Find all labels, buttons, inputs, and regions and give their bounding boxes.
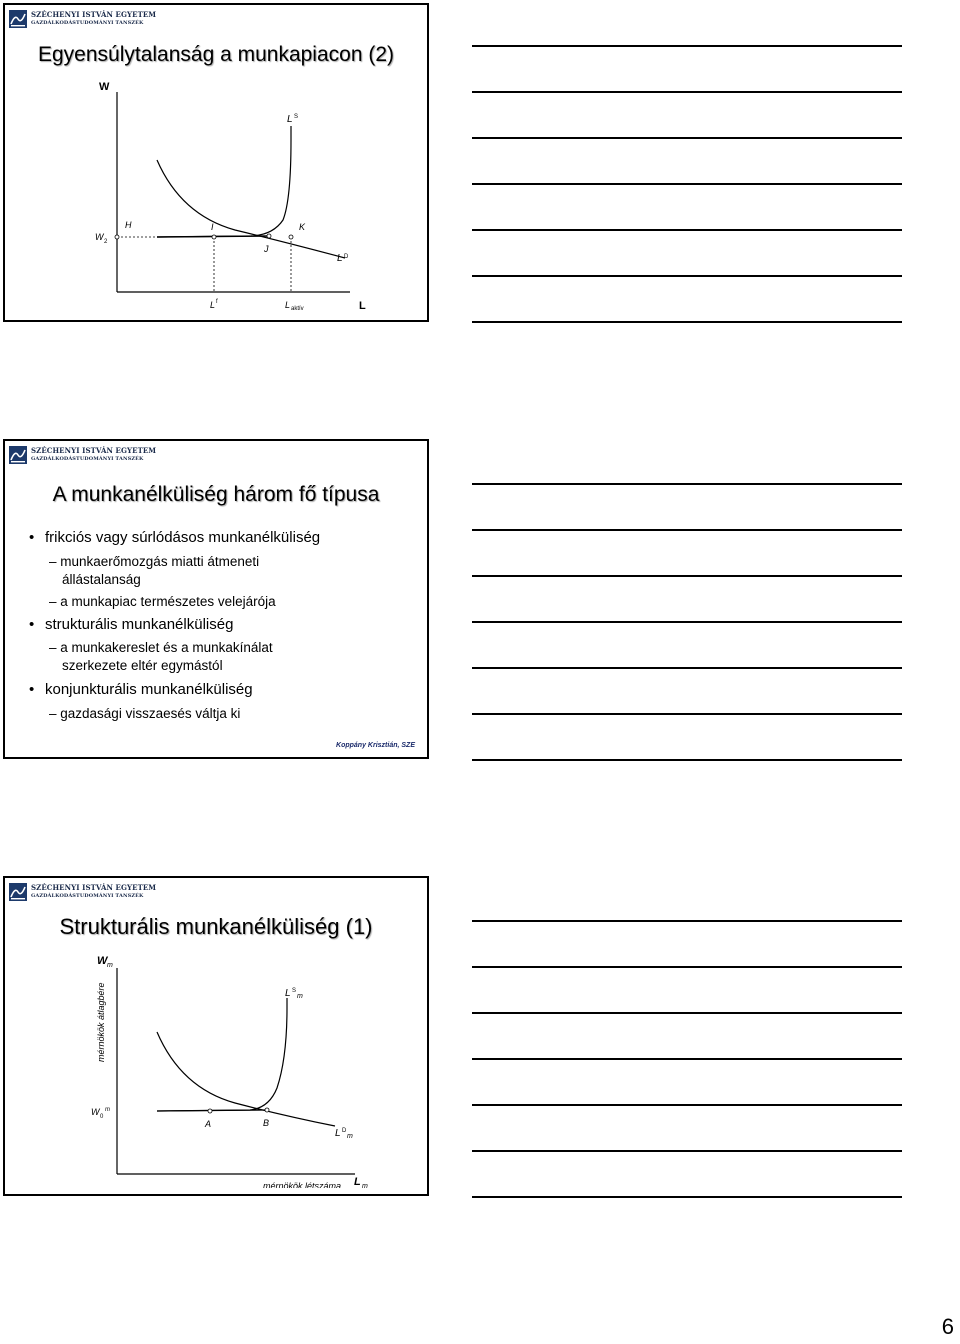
x-axis-label: mérnökök létszáma (263, 1181, 342, 1188)
ls-label: L (287, 114, 293, 125)
structural-unemployment-diagram (5, 948, 427, 1188)
note-line (472, 1058, 902, 1060)
logo-line-2: GAZDÁLKODÁSTUDOMÁNYI TANSZÉK (31, 20, 144, 26)
ld-label: L (337, 253, 343, 264)
note-line (472, 137, 902, 139)
bullet-item: • strukturális munkanélküliség (29, 616, 234, 633)
author-credit: Koppány Krisztián, SZE (336, 742, 415, 749)
logo-line-1: SZÉCHENYI ISTVÁN EGYETEM (31, 883, 157, 892)
bullet-item: • frikciós vagy súrlódásos munkanélküliség (29, 529, 321, 546)
w0m-label-sub: 0 (100, 1114, 104, 1120)
university-emblem-icon (9, 446, 27, 464)
note-line (472, 759, 902, 761)
w0m-label-sup: m (105, 1107, 110, 1113)
page-number: 6 (941, 1314, 954, 1339)
point-b-label: B (263, 1118, 270, 1128)
note-line (472, 321, 902, 323)
logo-line-2: GAZDÁLKODÁSTUDOMÁNYI TANSZÉK (31, 893, 144, 899)
sub-bullet-item-cont: állástalanság (62, 572, 141, 587)
logo-line-1: SZÉCHENYI ISTVÁN EGYETEM (31, 446, 157, 455)
point-a-label: A (205, 1119, 212, 1129)
lf-label-sup: f (216, 299, 218, 305)
sub-bullet-item: – gazdasági visszaesés váltja ki (49, 706, 241, 721)
y-axis-label: mérnökök átlagbére (96, 982, 106, 1062)
slide-3 (3, 876, 429, 1196)
university-emblem-icon (9, 883, 27, 901)
logo-line-1: SZÉCHENYI ISTVÁN EGYETEM (31, 10, 157, 19)
slide-1-title: Egyensúlytalanság a munkapiacon (2) (37, 43, 395, 66)
note-line (472, 529, 902, 531)
bullet-item: • konjunkturális munkanélküliség (29, 681, 253, 698)
slide-1 (3, 3, 429, 322)
point-k-label: K (299, 222, 306, 232)
note-line (472, 575, 902, 577)
w2-label: W (95, 232, 104, 242)
slide-2 (3, 439, 429, 759)
university-emblem-icon (9, 10, 27, 28)
note-line (472, 45, 902, 47)
university-logo (9, 445, 156, 465)
ldm-label-sup: D (342, 1128, 347, 1134)
note-line (472, 1196, 902, 1198)
note-line (472, 667, 902, 669)
note-line (472, 1012, 902, 1014)
note-line (472, 91, 902, 93)
l-axis-label: L (359, 300, 366, 312)
university-logo (9, 9, 156, 29)
lf-label: L (210, 300, 216, 310)
w0m-label: W (91, 1107, 100, 1117)
note-line (472, 1150, 902, 1152)
laktiv-label: L (285, 300, 291, 310)
note-line (472, 713, 902, 715)
note-line (472, 1104, 902, 1106)
w2-label-sub: 2 (104, 239, 108, 245)
lm-label-sub: m (362, 1183, 368, 1188)
ls-label-sup: S (294, 114, 299, 120)
ldm-label-sub: m (347, 1133, 353, 1140)
note-line (472, 920, 902, 922)
ldm-label: L (335, 1128, 341, 1139)
lsm-label-sub: m (297, 993, 303, 1000)
w-axis-label: W (99, 81, 110, 93)
point-h-label: H (125, 220, 132, 230)
ld-label-sup: D (344, 254, 349, 260)
laktiv-label-sub: aktív (291, 306, 304, 312)
sub-bullet-item-cont: szerkezete eltér egymástól (62, 658, 223, 673)
sub-bullet-item: – a munkakereslet és a munkakínálat (49, 640, 273, 655)
note-line (472, 229, 902, 231)
sub-bullet-item: – munkaerőmozgás miatti átmeneti (49, 554, 260, 569)
lsm-label-sup: S (292, 988, 297, 994)
note-line (472, 275, 902, 277)
logo-line-2: GAZDÁLKODÁSTUDOMÁNYI TANSZÉK (31, 456, 144, 462)
wm-label: W (97, 955, 108, 967)
point-i-label: I (211, 222, 214, 232)
university-logo (9, 882, 156, 902)
sub-bullet-item: – a munkapiac természetes velejárója (49, 594, 276, 609)
note-line (472, 966, 902, 968)
note-line (472, 483, 902, 485)
lm-label: L (354, 1176, 361, 1188)
note-line (472, 621, 902, 623)
labor-market-disequilibrium-diagram (5, 80, 427, 320)
slide-3-title: Strukturális munkanélküliség (1) (59, 914, 373, 939)
slide-2-title: A munkanélküliség három fő típusa (52, 483, 380, 506)
point-j-label: J (264, 244, 269, 254)
wm-label-sub: m (107, 962, 113, 969)
note-line (472, 183, 902, 185)
lsm-label: L (285, 988, 291, 999)
